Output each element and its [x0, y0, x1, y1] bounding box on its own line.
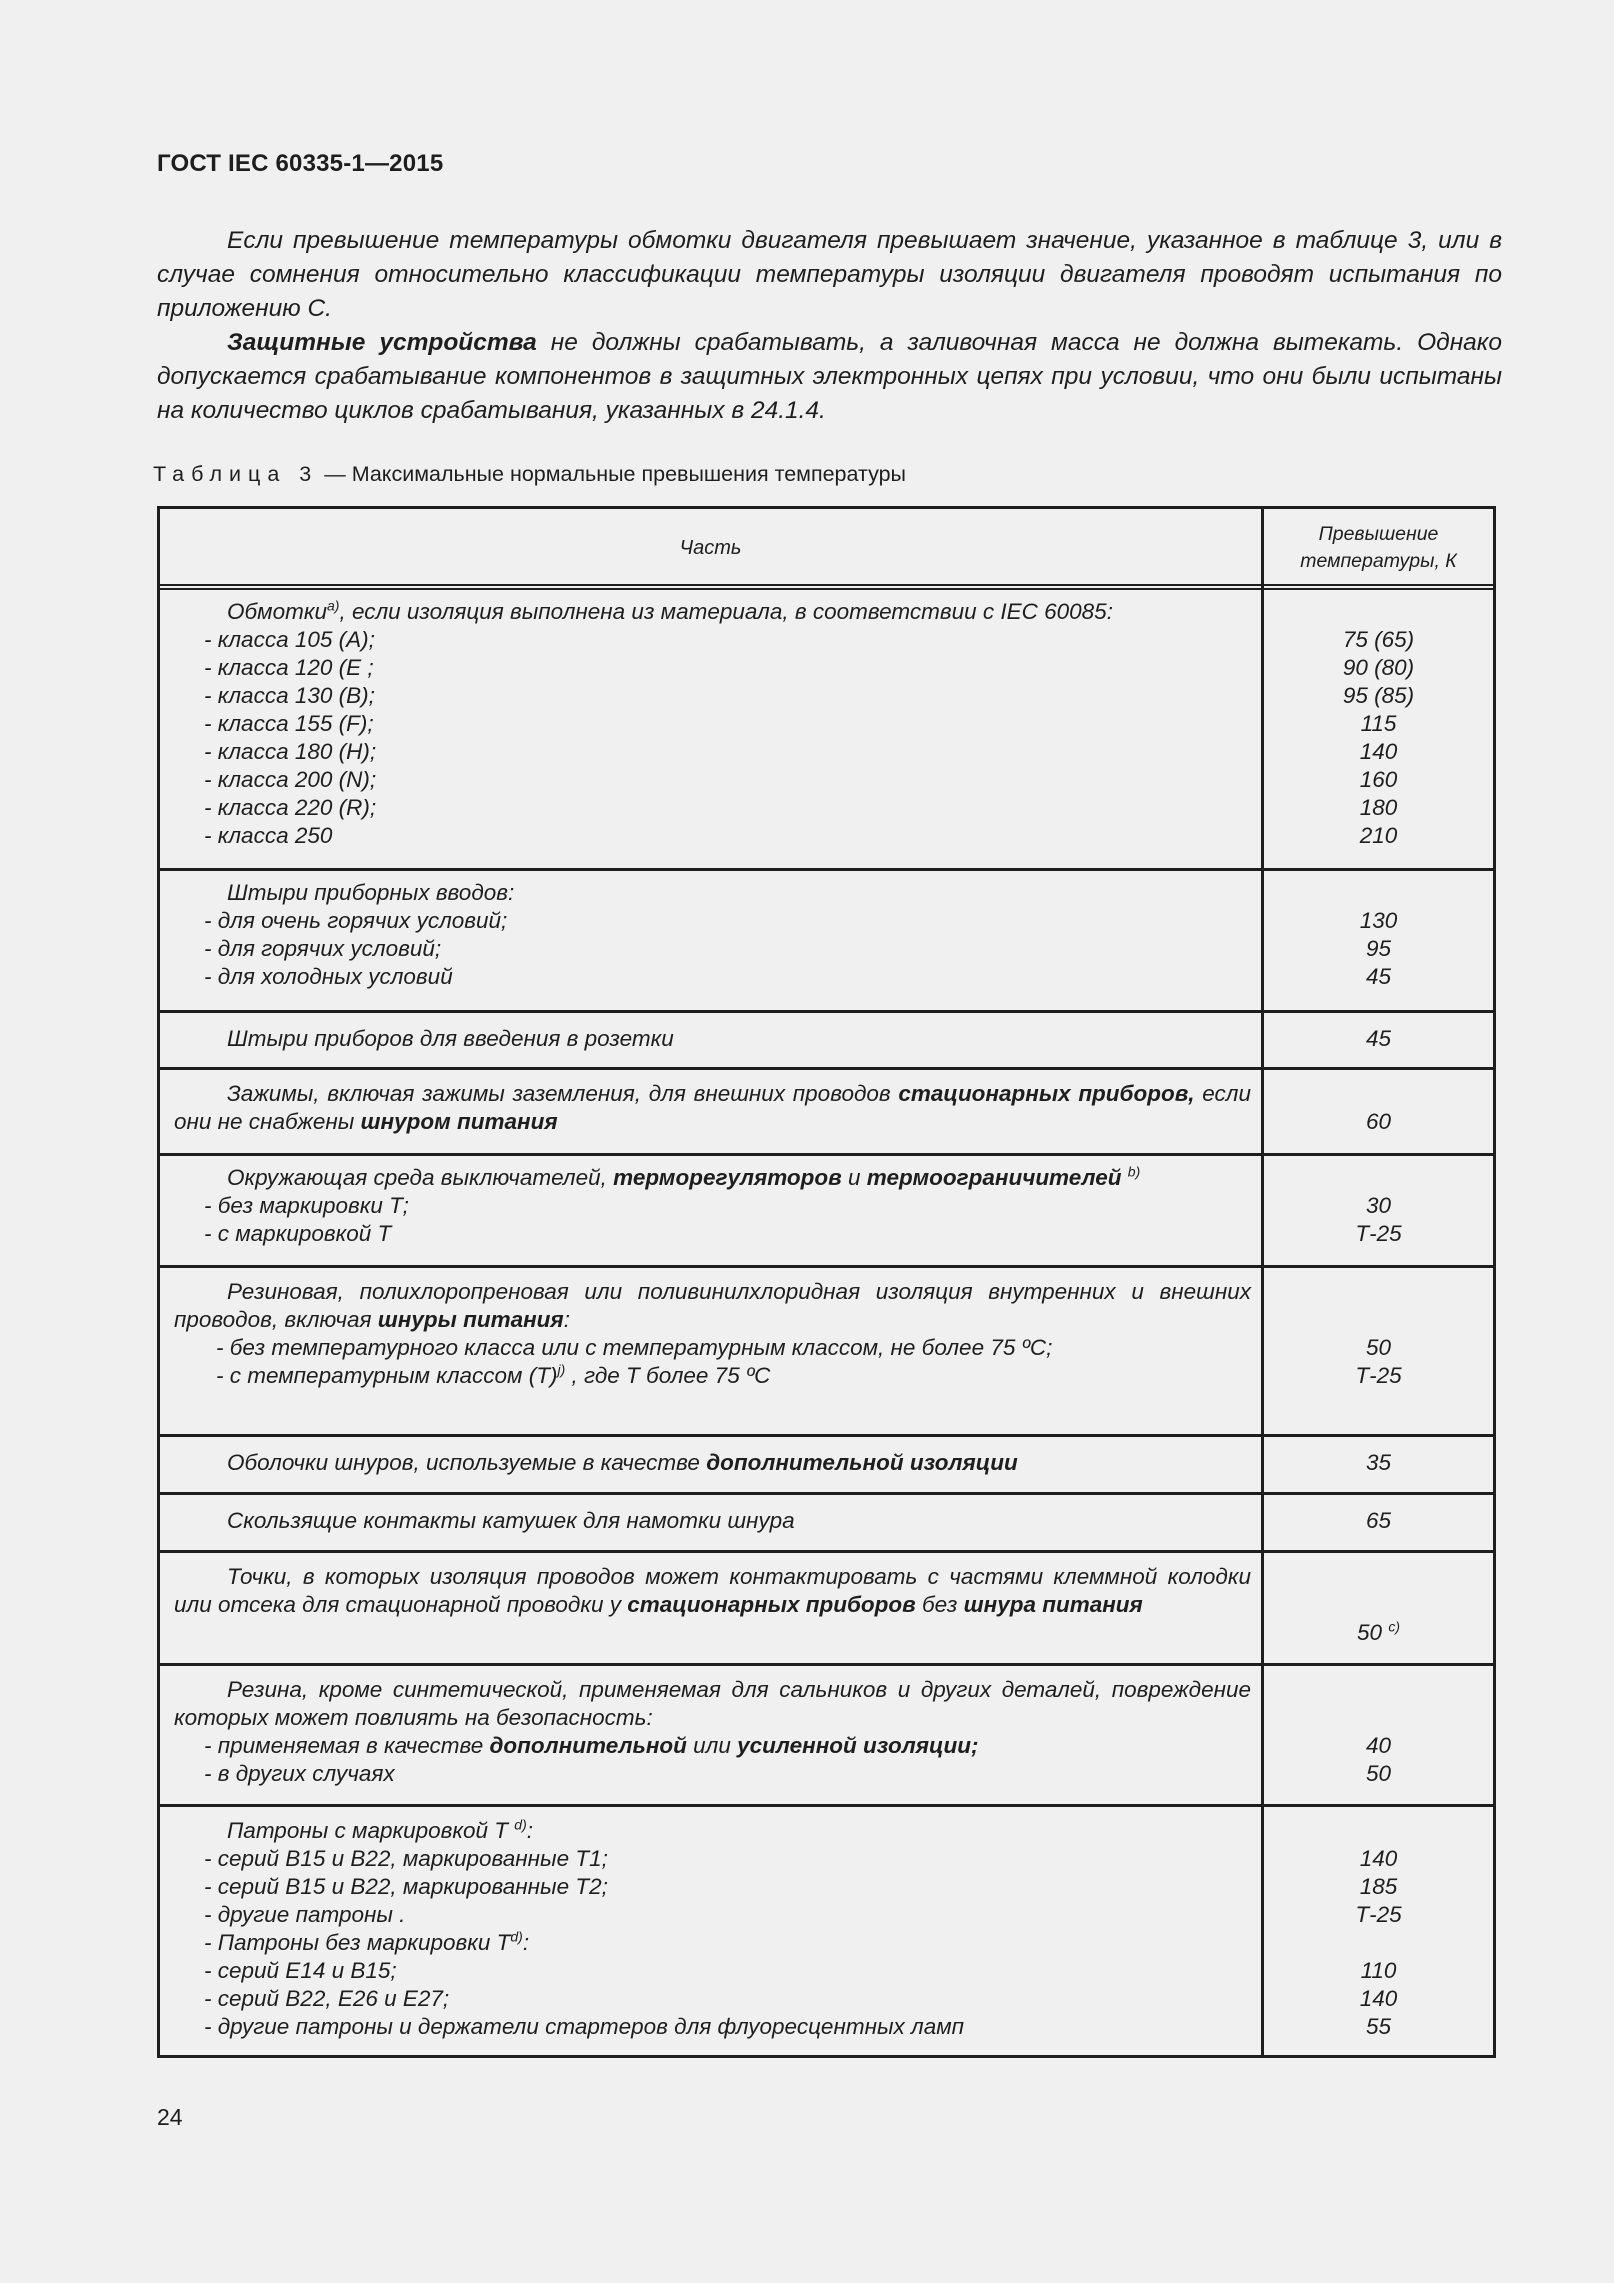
value: 40	[1365, 1733, 1392, 1758]
row-lead	[174, 1449, 1251, 1477]
list-item: - серий В15 и В22, маркированные Т1;	[204, 1846, 608, 1871]
value-cell	[1264, 1807, 1493, 2041]
list-item: - другие патроны .	[204, 1902, 406, 1927]
row-lead	[174, 1817, 1251, 1845]
value: 90 (80)	[1342, 655, 1415, 680]
part-cell	[160, 1156, 1261, 1248]
row-lead	[174, 1164, 1251, 1192]
text: или	[686, 1733, 738, 1758]
table-row	[160, 1666, 1493, 1804]
table-row	[160, 1807, 1493, 2055]
list-item: - класса 120 (E ;	[204, 655, 374, 680]
text: , где Т более 75 ºС	[565, 1363, 771, 1388]
value: 65	[1365, 1508, 1392, 1533]
term-bold: шнуры питания	[377, 1307, 564, 1332]
table-row	[160, 1268, 1493, 1434]
value-cell	[1264, 1495, 1493, 1535]
list-item: - для очень горячих условий;	[204, 908, 508, 933]
row-lead	[174, 598, 1251, 626]
text: Оболочки шнуров, используемые в качестве	[227, 1450, 707, 1475]
row-paragraph	[174, 1080, 1251, 1136]
value: 50	[1365, 1761, 1392, 1786]
text: Окружающая среда выключателей,	[227, 1165, 614, 1190]
term-bold: Защитные устройства	[227, 329, 537, 356]
part-cell	[160, 1666, 1261, 1788]
part-cell	[160, 1495, 1261, 1535]
table-row	[160, 1495, 1493, 1550]
text: если они не снабжены	[174, 1081, 1251, 1134]
value: 160	[1359, 767, 1398, 792]
row-lead: Штыри приборов для введения в розетки	[227, 1026, 674, 1051]
row-lead: Скользящие контакты катушек для намотки шнура	[227, 1508, 795, 1533]
value-cell	[1264, 1437, 1493, 1477]
text: - применяемая в качестве	[204, 1733, 490, 1758]
term-bold: стационарных приборов,	[898, 1081, 1195, 1106]
list-item: - в других случаях	[204, 1761, 395, 1786]
list-item: - класса 200 (N);	[204, 767, 377, 792]
list-item: - для холодных условий	[204, 964, 453, 989]
list-item: - класса 105 (A);	[204, 627, 375, 652]
text: Точки, в которых изоляция проводов может контактировать с частями клеммной колодки или отсека для стационарной проводки у	[174, 1564, 1251, 1617]
list-item: - серий Е14 и В15;	[204, 1958, 397, 1983]
term-bold: усиленной изоляции;	[737, 1733, 979, 1758]
column-header-part: Часть	[679, 536, 742, 559]
list-item	[174, 1732, 1251, 1760]
text: :	[563, 1307, 570, 1332]
text: :	[522, 1930, 530, 1955]
table-row	[160, 871, 1493, 1010]
row-paragraph	[174, 1563, 1251, 1619]
list-item	[174, 1929, 1251, 1957]
value: 75 (65)	[1342, 627, 1415, 652]
list-item: - класса 155 (F);	[204, 711, 374, 736]
value: 210	[1359, 823, 1398, 848]
value: Т-25	[1355, 1902, 1402, 1927]
part-cell	[160, 1807, 1261, 2041]
value: 140	[1359, 1846, 1398, 1871]
footnote-ref: d)	[514, 1816, 527, 1833]
value	[1264, 1619, 1493, 1647]
value: 45	[1365, 1026, 1392, 1051]
value: 35	[1365, 1450, 1392, 1475]
table-title: Максимальные нормальные превышения температуры	[351, 462, 907, 486]
value	[1264, 1929, 1493, 1957]
value: Т-25	[1355, 1221, 1402, 1246]
list-item: - серий В22, Е26 и Е27;	[204, 1986, 450, 2011]
term-bold: шнура питания	[963, 1592, 1143, 1617]
part-cell	[160, 1013, 1261, 1053]
value: 60	[1365, 1109, 1392, 1134]
part-cell	[160, 1553, 1261, 1619]
value-cell	[1264, 1268, 1493, 1390]
table-number: Таблица 3	[153, 462, 319, 486]
page-number: 24	[157, 2104, 183, 2130]
part-cell	[160, 1268, 1261, 1390]
value: 140	[1359, 1986, 1398, 2011]
text: Патроны с маркировкой Т	[227, 1818, 515, 1843]
table-row	[160, 1156, 1493, 1265]
part-cell	[160, 1070, 1261, 1136]
value: 50	[1365, 1335, 1392, 1360]
row-paragraph: Резина, кроме синтетической, применяемая для сальников и других деталей, повреждение которых может повлиять на безопасность:	[174, 1677, 1251, 1730]
footnote-ref: c)	[1388, 1618, 1400, 1635]
row-lead: Штыри приборных вводов:	[227, 880, 515, 905]
value-cell	[1264, 590, 1493, 850]
footnote-ref: j)	[557, 1361, 566, 1378]
intro-paragraph-2	[157, 326, 1502, 428]
footnote-ref: a)	[326, 597, 340, 614]
caption-dash: —	[318, 462, 352, 486]
term-bold: дополнительной изоляции	[706, 1450, 1018, 1475]
value: 110	[1360, 1958, 1397, 1983]
list-item: - с маркировкой Т	[204, 1221, 392, 1246]
value: 180	[1359, 795, 1398, 820]
text: и	[841, 1165, 867, 1190]
value-cell	[1264, 1013, 1493, 1053]
value-cell	[1264, 1553, 1493, 1647]
list-item: - без температурного класса или с температурным классом, не более 75 ºС;	[216, 1335, 1053, 1360]
temperature-rise-table	[157, 506, 1496, 2058]
document-header: ГОСТ IEC 60335-1—2015	[157, 150, 444, 177]
table-row	[160, 1553, 1493, 1663]
value: 45	[1365, 964, 1392, 989]
term-bold: стационарных приборов	[627, 1592, 916, 1617]
value: 95 (85)	[1342, 683, 1415, 708]
value: Т-25	[1355, 1363, 1402, 1388]
part-cell	[160, 1437, 1261, 1477]
intro-text	[157, 224, 1502, 428]
value: 130	[1359, 908, 1398, 933]
term-bold: терморегуляторов	[613, 1165, 842, 1190]
value: 95	[1365, 936, 1392, 961]
value: 30	[1365, 1193, 1392, 1218]
list-item: - класса 130 (B);	[204, 683, 375, 708]
value-cell	[1264, 1156, 1493, 1248]
column-header-value: Превышение температуры, К	[1300, 523, 1457, 572]
list-item: - без маркировки Т;	[204, 1193, 409, 1218]
text: - Патроны без маркировки Т	[204, 1930, 511, 1955]
text: без	[915, 1592, 964, 1617]
text: не должны срабатывать, а заливочная масса не должна вытекать. Однако допускается срабатывание компонентов в защитных электронных цепях при условии, что они были испытаны на количество циклов срабатывания, указанных в 24.1.4.	[157, 329, 1502, 424]
term-bold: термоограничителей	[866, 1165, 1122, 1190]
list-item: - другие патроны и держатели стартеров для флуоресцентных ламп	[204, 2014, 965, 2039]
table-row	[160, 1013, 1493, 1067]
text: - с температурным классом (Т)	[216, 1363, 558, 1388]
table-row	[160, 590, 1493, 868]
text: :	[526, 1818, 534, 1843]
value-cell	[1264, 1070, 1493, 1136]
value-cell	[1264, 1666, 1493, 1788]
term-bold: дополнительной	[489, 1733, 687, 1758]
list-item: - серий В15 и В22, маркированные Т2;	[204, 1874, 608, 1899]
list-item: - класса 180 (H);	[204, 739, 377, 764]
text: Зажимы, включая зажимы заземления, для внешних проводов	[227, 1081, 899, 1106]
part-cell	[160, 590, 1261, 850]
text: Резиновая, полихлоропреновая или поливинилхлоридная изоляция внутренних и внешних проводов, включая	[174, 1279, 1251, 1332]
intro-paragraph-1: Если превышение температуры обмотки двигателя превышает значение, указанное в таблице 3, или в случае сомнения относительно классификации температуры изоляции двигателя проводят испытания по приложению С.	[157, 227, 1502, 322]
value: 55	[1365, 2014, 1392, 2039]
value: 115	[1360, 711, 1397, 736]
term-bold: шнуром питания	[360, 1109, 558, 1134]
text: Обмотки	[227, 599, 327, 624]
table-caption	[153, 462, 906, 487]
value-cell	[1264, 871, 1493, 991]
footnote-ref: d)	[510, 1928, 523, 1945]
row-paragraph	[174, 1278, 1251, 1334]
text: , если изоляция выполнена из материала, в соответствии с IEC 60085:	[339, 599, 1113, 624]
list-item: - для горячих условий;	[204, 936, 442, 961]
list-item	[174, 1362, 1251, 1390]
text: 50	[1357, 1620, 1383, 1645]
value: 140	[1359, 739, 1398, 764]
list-item: - класса 250	[204, 823, 333, 848]
table-row	[160, 1070, 1493, 1153]
list-item: - класса 220 (R);	[204, 795, 377, 820]
footnote-ref: b)	[1127, 1163, 1141, 1180]
table-row	[160, 1437, 1493, 1492]
part-cell	[160, 871, 1261, 991]
value: 185	[1359, 1874, 1398, 1899]
